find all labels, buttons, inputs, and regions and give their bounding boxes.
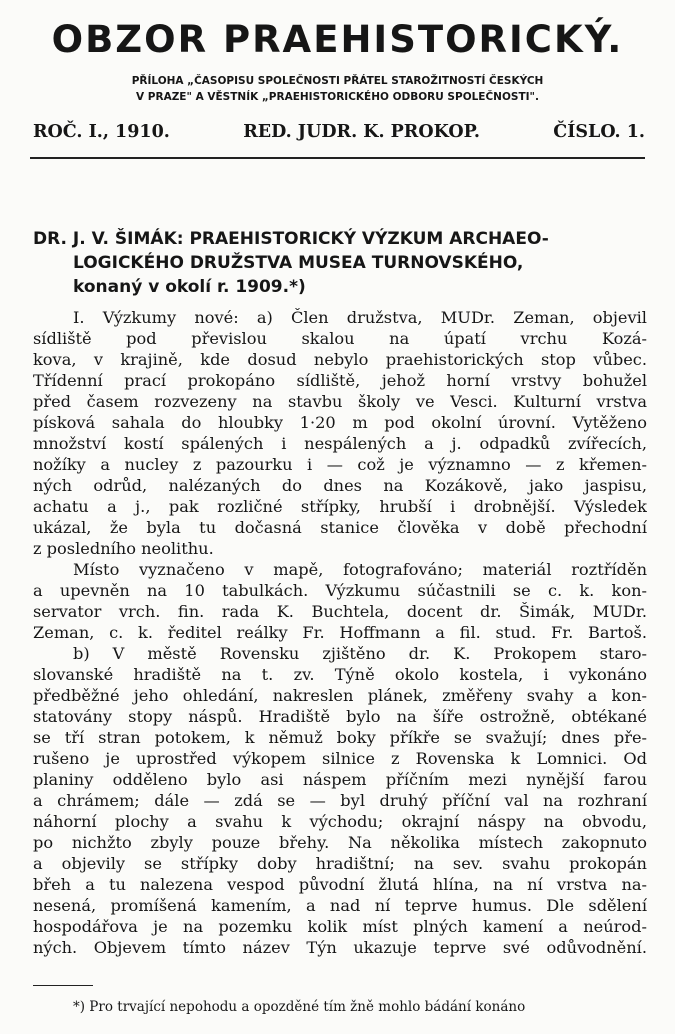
text-line: servator vrch. fin. rada K. Buchtela, docent dr. Šimák, MUDr. (33, 602, 647, 621)
text-line: statovány stopy náspů. Hradiště bylo na šíře ostrožně, obtékané (33, 707, 647, 726)
text-line: předběžné jeho ohledání, nakreslen plánek, změřeny svahy a kon- (33, 686, 647, 705)
text-line: ukázal, že byla tu dočasná stanice člověka v době přechodní (33, 518, 647, 537)
text-line: achatu a j., pak rozličné střípky, hrubší i drobnější. Výsledek (33, 497, 647, 516)
text-line: množství kostí spálených i nespálených a j. odpadků zvířecích, (33, 434, 647, 453)
text-line: ných. Objevem tímto název Týn ukazuje teprve své odůvodnění. (33, 938, 647, 957)
text-line: se tří stran potokem, k němuž boky příkře se svažují; dnes pře- (33, 728, 647, 747)
article-heading-line: DR. J. V. ŠIMÁK: PRAEHISTORICKÝ VÝZKUM ARCHAEO- (33, 229, 549, 249)
text-line: Místo vyznačeno v mapě, fotografováno; materiál roztříděn (73, 560, 647, 579)
text-line: b) V městě Rovensku zjištěno dr. K. Prokopem staro- (73, 644, 647, 663)
text-line: planiny odděleno bylo asi náspem příčním mezi nynější farou (33, 770, 647, 789)
text-line: kova, v krajině, kde dosud nebylo praehistorických stop vůbec. (33, 350, 647, 369)
volume-year: ROČ. I., 1910. (33, 122, 170, 142)
text-line: nesená, promíšená kamením, a nad ní teprve humus. Dle sdělení (33, 896, 647, 915)
text-line: před časem rozvezeny na stavbu školy ve Vesci. Kulturní vrstva (33, 392, 647, 411)
masthead-subtitle (0, 73, 675, 105)
text-line: nožíky a nucley z pazourku i — což je významno — z křemen- (33, 455, 647, 474)
text-line: ných odrůd, nalézaných do dnes na Kozákově, jako jaspisu, (33, 476, 647, 495)
issue-info (33, 122, 645, 142)
text-line: břeh a tu nalezena vespod původní žlutá hlína, na ní vrstva na- (33, 875, 647, 894)
masthead-subtitle-line: V PRAZE" A VĚSTNÍK „PRAEHISTORICKÉHO ODBORU SPOLEČNOSTI". (136, 91, 539, 103)
text-line: náhorní plochy a svahu k východu; okrajní náspy na obvodu, (33, 812, 647, 831)
text-line: a objevily se střípky doby hradištní; na sev. svahu prokopán (33, 854, 647, 873)
text-line: rušeno je uprostřed výkopem silnice z Rovenska k Lomnici. Od (33, 749, 647, 768)
editor-name: RED. JUDR. K. PROKOP. (243, 122, 480, 142)
text-line: Zeman, c. k. ředitel reálky Fr. Hoffmann a fil. stud. Fr. Bartoš. (33, 623, 647, 642)
article-heading-line: konaný v okolí r. 1909.*) (73, 277, 306, 297)
text-line: a upevněn na 10 tabulkách. Výzkumu súčastnili se c. k. kon- (33, 581, 647, 600)
text-line: z posledního neolithu. (33, 539, 214, 558)
article-body (33, 307, 647, 958)
masthead-subtitle-line: PŘÍLOHA „ČASOPISU SPOLEČNOSTI PŘÁTEL STAROŽITNOSTÍ ČESKÝCH (131, 75, 544, 87)
text-line: I. Výzkumy nové: a) Člen družstva, MUDr. Zeman, objevil (73, 308, 647, 327)
text-line: Třídenní prací prokopáno sídliště, jehož horní vrstvy bohužel (33, 371, 647, 390)
text-line: písková sahala do hloubky 1·20 m pod okolní úrovní. Vytěženo (33, 413, 647, 432)
issue-number: ČÍSLO. 1. (553, 122, 645, 142)
footnote: *) Pro trvající nepohodu a opozděné tím žně mohlo bádání konáno (73, 999, 526, 1015)
masthead-title: OBZOR PRAEHISTORICKÝ. (51, 18, 624, 61)
text-line: slovanské hradiště na t. zv. Týně okolo kostela, i vykonáno (33, 665, 647, 684)
article-heading (33, 227, 549, 299)
text-line: po nichžto zbyly pouze břehy. Na několika místech zakopnuto (33, 833, 647, 852)
article-heading-line: LOGICKÉHO DRUŽSTVA MUSEA TURNOVSKÉHO, (73, 253, 524, 273)
masthead-divider (30, 157, 645, 159)
footnote-rule (33, 985, 93, 986)
text-line: sídliště pod převislou skalou na úpatí vrchu Kozá- (33, 329, 647, 348)
text-line: a chrámem; dále — zdá se — byl druhý příční val na rozhraní (33, 791, 647, 810)
text-line: hospodářova je na pozemku kolik míst plných kamení a neúrod- (33, 917, 647, 936)
